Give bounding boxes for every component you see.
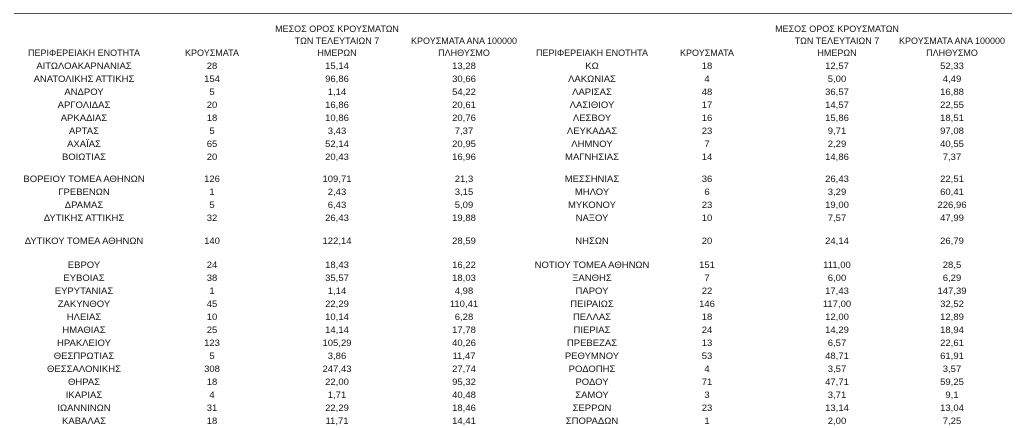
left-row-avg-cell: 3,86 [327,351,347,362]
left-row-cases-cell: 38 [206,273,218,284]
right-row-region-cell: ΛΑΚΩΝΙΑΣ [568,74,616,85]
right-row-region-cell: ΝΗΣΩΝ [575,236,609,247]
left-row-region-cell: ΔΡΑΜΑΣ [64,200,104,211]
right-row-avg-cell: 3,57 [827,364,847,375]
right-row-region-cell: ΛΕΣΒΟΥ [572,113,612,124]
left-row-cases-cell: 10 [206,312,218,323]
right-row-avg-cell: 13,14 [825,403,849,414]
right-row-per100k-cell: 22,51 [940,174,964,185]
right-row-per100k-cell: 13,04 [940,403,964,414]
left-row-per100k-cell: 5,09 [454,200,474,211]
right-row-per100k-cell: 226,96 [937,200,967,211]
right-row-avg-cell: 14,29 [825,325,849,336]
right-row-region-cell: ΝΑΞΟΥ [575,213,609,224]
right-row-cases-cell: 48 [701,87,713,98]
left-header-per100k-line2: ΠΛΗΘΥΣΜΟ [438,48,490,58]
left-row-region-cell: ΔΥΤΙΚΗΣ ΑΤΤΙΚΗΣ [43,213,125,224]
left-row-region-cell: ΒΟΡΕΙΟΥ ΤΟΜΕΑ ΑΘΗΝΩΝ [23,174,145,185]
left-row-region-cell: ΘΗΡΑΣ [67,377,101,388]
left-row-per100k-cell: 13,28 [452,61,476,72]
left-row-avg-cell: 20,43 [325,152,349,163]
right-header-per100k-line2: ΠΛΗΘΥΣΜΟ [926,48,978,58]
right-row-per100k-cell: 59,25 [940,377,964,388]
left-row-per100k-cell: 40,26 [452,338,476,349]
left-row-per100k-cell: 18,46 [452,403,476,414]
left-row-avg-cell: 15,14 [325,61,349,72]
right-row-per100k-cell: 12,89 [940,312,964,323]
left-row-cases-cell: 28 [206,61,218,72]
right-row-per100k-cell: 97,08 [940,126,964,137]
right-row-cases-cell: 14 [701,152,713,163]
right-row-region-cell: ΛΗΜΝΟΥ [571,139,613,150]
right-row-cases-cell: 71 [701,377,713,388]
left-header-avg-line1: ΜΕΣΟΣ ΟΡΟΣ ΚΡΟΥΣΜΑΤΩΝ [275,24,399,34]
right-row-avg-cell: 6,57 [827,338,847,349]
left-row-per100k-cell: 21,3 [454,174,474,185]
left-row-per100k-cell: 27,74 [452,364,476,375]
right-row-avg-cell: 48,71 [825,351,849,362]
right-row-avg-cell: 47,71 [825,377,849,388]
left-row-avg-cell: 26,43 [325,213,349,224]
right-row-avg-cell: 117,00 [822,299,852,310]
right-row-avg-cell: 3,71 [827,390,847,401]
left-row-cases-cell: 1 [209,187,215,198]
right-row-region-cell: ΠΙΕΡΙΑΣ [573,325,611,336]
right-row-region-cell: ΡΟΔΟΠΗΣ [568,364,616,375]
left-row-per100k-cell: 20,95 [452,139,476,150]
right-row-cases-cell: 4 [704,74,710,85]
left-row-per100k-cell: 14,41 [452,416,476,427]
right-row-cases-cell: 22 [701,286,713,297]
right-row-avg-cell: 14,86 [825,152,849,163]
left-row-avg-cell: 16,86 [325,100,349,111]
right-row-region-cell: ΝΟΤΙΟΥ ΤΟΜΕΑ ΑΘΗΝΩΝ [534,260,650,271]
left-row-region-cell: ΕΥΡΥΤΑΝΙΑΣ [54,286,114,297]
left-row-region-cell: ΚΑΒΑΛΑΣ [62,416,106,427]
left-row-avg-cell: 105,29 [322,338,352,349]
left-row-per100k-cell: 28,59 [452,236,476,247]
right-row-cases-cell: 23 [701,200,713,211]
left-header-region: ΠΕΡΙΦΕΡΕΙΑΚΗ ΕΝΟΤΗΤΑ [27,48,141,58]
right-row-avg-cell: 2,29 [827,139,847,150]
right-row-per100k-cell: 18,94 [940,325,964,336]
left-header-cases: ΚΡΟΥΣΜΑΤΑ [185,48,239,58]
left-row-avg-cell: 247,43 [322,364,352,375]
right-row-per100k-cell: 61,91 [940,351,964,362]
left-row-avg-cell: 1,14 [327,286,347,297]
right-row-cases-cell: 23 [701,126,713,137]
right-row-avg-cell: 26,43 [825,174,849,185]
right-row-region-cell: ΛΑΣΙΘΙΟΥ [569,100,615,111]
left-row-per100k-cell: 16,96 [452,152,476,163]
right-row-per100k-cell: 28,5 [942,260,962,271]
left-row-avg-cell: 22,00 [325,377,349,388]
left-header-avg-line3: ΗΜΕΡΩΝ [317,48,357,58]
left-row-cases-cell: 18 [206,416,218,427]
right-row-per100k-cell: 60,41 [940,187,964,198]
right-row-region-cell: ΜΗΛΟΥ [574,187,610,198]
left-row-cases-cell: 308 [204,364,220,375]
left-row-avg-cell: 122,14 [322,236,352,247]
left-row-cases-cell: 123 [204,338,220,349]
right-row-cases-cell: 17 [701,100,713,111]
right-row-cases-cell: 151 [699,260,715,271]
left-row-cases-cell: 24 [206,260,218,271]
right-row-region-cell: ΠΑΡΟΥ [575,286,609,297]
left-row-per100k-cell: 18,03 [452,273,476,284]
left-row-avg-cell: 6,43 [327,200,347,211]
left-row-region-cell: ΕΥΒΟΙΑΣ [63,273,105,284]
left-row-per100k-cell: 16,22 [452,260,476,271]
right-row-per100k-cell: 147,39 [937,286,967,297]
right-row-region-cell: ΜΕΣΣΗΝΙΑΣ [564,174,620,185]
right-row-per100k-cell: 7,25 [942,416,962,427]
left-row-region-cell: ΓΡΕΒΕΝΩΝ [58,187,110,198]
right-row-avg-cell: 2,00 [827,416,847,427]
left-row-cases-cell: 4 [209,390,215,401]
right-header-avg-line1: ΜΕΣΟΣ ΟΡΟΣ ΚΡΟΥΣΜΑΤΩΝ [775,24,899,34]
right-row-per100k-cell: 47,99 [940,213,964,224]
left-row-per100k-cell: 54,22 [452,87,476,98]
right-row-per100k-cell: 16,88 [940,87,964,98]
right-row-per100k-cell: 40,55 [940,139,964,150]
left-row-region-cell: ΑΡΚΑΔΙΑΣ [60,113,108,124]
right-row-region-cell: ΜΑΓΝΗΣΙΑΣ [565,152,619,163]
left-row-region-cell: ΗΛΕΙΑΣ [66,312,102,323]
right-row-cases-cell: 4 [704,364,710,375]
left-row-region-cell: ΕΒΡΟΥ [67,260,101,271]
right-row-cases-cell: 10 [701,213,713,224]
right-row-per100k-cell: 52,33 [940,61,964,72]
left-row-region-cell: ΑΝΔΡΟΥ [64,87,104,98]
left-row-region-cell: ΒΟΙΩΤΙΑΣ [61,152,107,163]
right-row-per100k-cell: 7,37 [942,152,962,163]
right-row-region-cell: ΠΕΛΛΑΣ [572,312,612,323]
right-row-region-cell: ΡΕΘΥΜΝΟΥ [564,351,620,362]
left-row-avg-cell: 35,57 [325,273,349,284]
left-row-region-cell: ΙΩΑΝΝΙΝΩΝ [57,403,111,414]
right-row-avg-cell: 3,29 [827,187,847,198]
right-row-cases-cell: 24 [701,325,713,336]
left-row-per100k-cell: 20,76 [452,113,476,124]
right-row-avg-cell: 6,00 [827,273,847,284]
left-row-cases-cell: 140 [204,236,220,247]
left-row-per100k-cell: 17,78 [452,325,476,336]
right-row-per100k-cell: 22,61 [940,338,964,349]
right-row-avg-cell: 24,14 [825,236,849,247]
right-row-region-cell: ΣΠΟΡΑΔΩΝ [565,416,619,427]
left-row-avg-cell: 1,71 [327,390,347,401]
left-row-region-cell: ΑΡΤΑΣ [69,126,99,137]
right-row-cases-cell: 18 [701,61,713,72]
right-row-per100k-cell: 9,1 [945,390,959,401]
right-row-avg-cell: 111,00 [823,260,851,271]
right-row-per100k-cell: 32,52 [940,299,964,310]
left-row-avg-cell: 109,71 [322,174,352,185]
right-row-region-cell: ΛΑΡΙΣΑΣ [572,87,612,98]
right-row-per100k-cell: 3,57 [942,364,962,375]
left-row-avg-cell: 22,29 [325,403,349,414]
right-row-per100k-cell: 26,79 [940,236,964,247]
right-row-cases-cell: 18 [701,312,713,323]
left-row-avg-cell: 10,14 [325,312,349,323]
right-row-per100k-cell: 22,55 [940,100,964,111]
right-header-region: ΠΕΡΙΦΕΡΕΙΑΚΗ ΕΝΟΤΗΤΑ [535,48,649,58]
right-row-cases-cell: 23 [701,403,713,414]
left-row-region-cell: ΘΕΣΠΡΩΤΙΑΣ [53,351,115,362]
right-row-avg-cell: 12,57 [825,61,849,72]
right-header-per100k-line1: ΚΡΟΥΣΜΑΤΑ ΑΝΑ 100000 [899,36,1005,46]
right-row-avg-cell: 36,57 [825,87,849,98]
left-row-region-cell: ΖΑΚΥΝΘΟΥ [57,299,111,310]
right-row-region-cell: ΣΑΜΟΥ [575,390,609,401]
left-row-cases-cell: 1 [209,286,215,297]
left-row-avg-cell: 52,14 [325,139,349,150]
right-row-region-cell: ΠΕΙΡΑΙΩΣ [570,299,614,310]
right-row-avg-cell: 17,43 [825,286,849,297]
right-row-cases-cell: 53 [701,351,713,362]
left-row-avg-cell: 96,86 [325,74,349,85]
left-row-per100k-cell: 20,61 [452,100,476,111]
left-row-region-cell: ΘΕΣΣΑΛΟΝΙΚΗΣ [47,364,121,375]
right-row-avg-cell: 9,71 [827,126,847,137]
right-header-rule [528,13,1012,14]
right-row-region-cell: ΠΡΕΒΕΖΑΣ [566,338,618,349]
left-row-region-cell: ΙΚΑΡΙΑΣ [65,390,103,401]
left-row-avg-cell: 11,71 [325,416,349,427]
right-header-avg-line2: ΤΩΝ ΤΕΛΕΥΤΑΙΩΝ 7 [794,36,880,46]
left-row-cases-cell: 5 [209,351,215,362]
right-header-cases: ΚΡΟΥΣΜΑΤΑ [680,48,734,58]
right-row-avg-cell: 19,00 [825,200,849,211]
right-row-region-cell: ΛΕΥΚΑΔΑΣ [566,126,618,137]
right-row-avg-cell: 7,57 [827,213,847,224]
left-row-cases-cell: 5 [209,126,215,137]
right-row-cases-cell: 13 [701,338,713,349]
left-row-cases-cell: 18 [206,113,218,124]
right-row-cases-cell: 7 [704,273,710,284]
left-row-cases-cell: 126 [204,174,220,185]
right-row-region-cell: ΞΑΝΘΗΣ [572,273,612,284]
right-row-region-cell: ΜΥΚΟΝΟΥ [568,200,616,211]
right-row-cases-cell: 7 [704,139,710,150]
right-row-avg-cell: 5,00 [827,74,847,85]
left-row-per100k-cell: 30,66 [452,74,476,85]
left-row-avg-cell: 1,14 [327,87,347,98]
right-row-per100k-cell: 18,51 [940,113,964,124]
left-row-per100k-cell: 6,28 [454,312,474,323]
right-row-avg-cell: 12,00 [825,312,849,323]
left-row-region-cell: ΑΡΓΟΛΙΔΑΣ [57,100,111,111]
left-row-cases-cell: 25 [206,325,218,336]
left-row-per100k-cell: 110,41 [449,299,479,310]
left-row-region-cell: ΗΜΑΘΙΑΣ [62,325,106,336]
left-row-per100k-cell: 19,88 [452,213,476,224]
right-row-cases-cell: 146 [699,299,715,310]
left-row-region-cell: ΑΧΑΪΑΣ [67,139,101,150]
left-row-per100k-cell: 4,98 [454,286,474,297]
left-row-avg-cell: 22,29 [325,299,349,310]
left-row-region-cell: ΑΙΤΩΛΟΑΚΑΡΝΑΝΙΑΣ [36,61,132,72]
right-row-cases-cell: 16 [701,113,713,124]
left-row-cases-cell: 20 [206,100,218,111]
right-row-per100k-cell: 6,29 [942,273,962,284]
left-row-avg-cell: 18,43 [325,260,349,271]
left-row-cases-cell: 5 [209,87,215,98]
left-row-cases-cell: 65 [206,139,218,150]
right-row-avg-cell: 15,86 [825,113,849,124]
left-row-per100k-cell: 40,48 [452,390,476,401]
right-row-region-cell: ΣΕΡΡΩΝ [572,403,612,414]
right-row-cases-cell: 6 [704,187,710,198]
right-header-avg-line3: ΗΜΕΡΩΝ [817,48,857,58]
left-row-avg-cell: 3,43 [327,126,347,137]
right-row-cases-cell: 3 [704,390,710,401]
left-row-cases-cell: 31 [206,403,218,414]
left-row-cases-cell: 154 [204,74,220,85]
left-row-avg-cell: 14,14 [325,325,349,336]
left-row-avg-cell: 10,86 [325,113,349,124]
left-row-region-cell: ΔΥΤΙΚΟΥ ΤΟΜΕΑ ΑΘΗΝΩΝ [24,236,144,247]
left-row-cases-cell: 32 [206,213,218,224]
right-row-cases-cell: 1 [704,416,710,427]
left-row-per100k-cell: 11,47 [452,351,476,362]
left-row-cases-cell: 18 [206,377,218,388]
left-row-per100k-cell: 3,15 [454,187,474,198]
right-row-cases-cell: 20 [701,236,713,247]
left-row-cases-cell: 45 [206,299,218,310]
left-header-avg-line2: ΤΩΝ ΤΕΛΕΥΤΑΙΩΝ 7 [294,36,380,46]
left-row-avg-cell: 2,43 [327,187,347,198]
right-row-cases-cell: 36 [701,174,713,185]
left-row-region-cell: ΗΡΑΚΛΕΙΟΥ [57,338,111,349]
right-row-region-cell: ΡΟΔΟΥ [575,377,609,388]
left-row-per100k-cell: 7,37 [454,126,474,137]
left-row-per100k-cell: 95,32 [452,377,476,388]
right-row-region-cell: ΚΩ [585,61,599,72]
right-row-avg-cell: 14,57 [825,100,849,111]
left-header-per100k-line1: ΚΡΟΥΣΜΑΤΑ ΑΝΑ 100000 [411,36,517,46]
left-row-cases-cell: 5 [209,200,215,211]
left-row-region-cell: ΑΝΑΤΟΛΙΚΗΣ ΑΤΤΙΚΗΣ [33,74,135,85]
left-row-cases-cell: 20 [206,152,218,163]
right-row-per100k-cell: 4,49 [942,74,962,85]
left-header-rule [14,13,528,14]
